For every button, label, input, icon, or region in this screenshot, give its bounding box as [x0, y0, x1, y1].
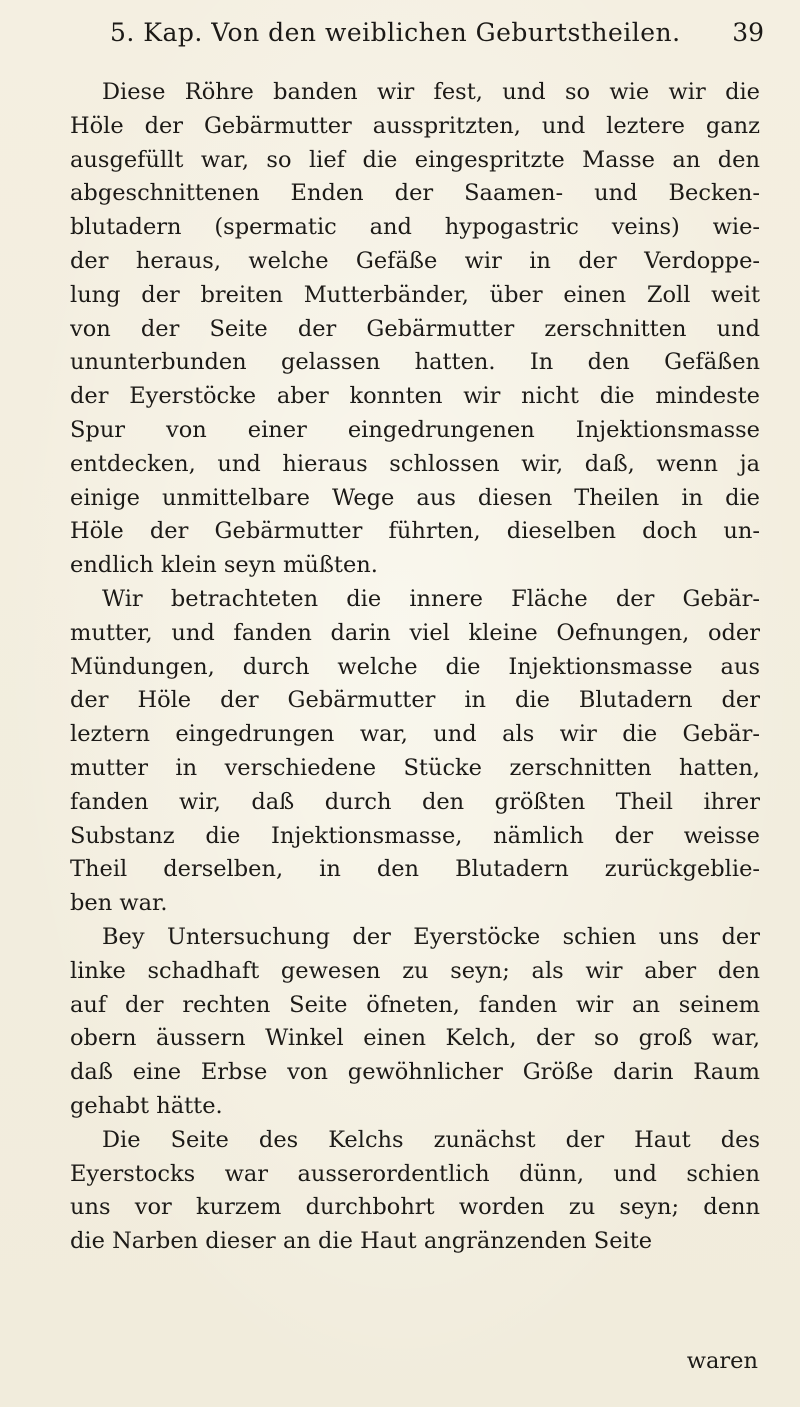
catchword: waren	[686, 1348, 758, 1374]
paragraph	[70, 1124, 760, 1259]
text-line: Diese Röhre banden wir fest, und so wie wir die	[102, 79, 760, 105]
paragraph	[70, 76, 760, 583]
text-line: der heraus, welche Gefäße wir in der Verdoppe-	[70, 247, 760, 274]
text-line: der Höle der Gebärmutter in die Blutadern der	[70, 687, 760, 714]
paragraph	[70, 921, 760, 1124]
text-line: blutadern (spermatic and hypogastric veins) wie-	[70, 214, 760, 241]
text-line: linke schadhaft gewesen zu seyn; als wir aber den	[70, 957, 760, 984]
text-line: ben war.	[70, 890, 168, 917]
text-line: gehabt hätte.	[70, 1092, 223, 1119]
text-line: Höle der Gebärmutter führten, dieselben doch un-	[70, 518, 760, 545]
text-line: ununterbunden gelassen hatten. In den Gefäßen	[70, 349, 760, 376]
text-line: auf der rechten Seite öfneten, fanden wir an seinem	[70, 991, 760, 1018]
text-line: mutter in verschiedene Stücke zerschnitten hatten,	[70, 754, 760, 781]
text-line: ausgefüllt war, so lief die eingespritzte Masse an den	[70, 146, 760, 173]
paragraph	[70, 583, 760, 921]
text-line: obern äussern Winkel einen Kelch, der so groß war,	[70, 1025, 760, 1052]
text-line: lung der breiten Mutterbänder, über einen Zoll weit	[70, 281, 760, 308]
text-line: daß eine Erbse von gewöhnlicher Größe darin Raum	[70, 1059, 760, 1086]
text-line: Mündungen, durch welche die Injektionsmasse aus	[70, 653, 760, 680]
page-number: 39	[732, 18, 764, 47]
running-header	[110, 14, 800, 54]
text-line: Spur von einer eingedrungenen Injektionsmasse	[70, 416, 760, 443]
text-line: die Narben dieser an die Haut angränzenden Seite	[70, 1228, 653, 1255]
text-line: abgeschnittenen Enden der Saamen- und Becken-	[70, 180, 760, 207]
running-title: 5. Kap. Von den weiblichen Geburtstheilen.	[110, 18, 681, 47]
text-line: leztern eingedrungen war, und als wir die Gebär-	[70, 721, 760, 748]
text-line: Die Seite des Kelchs zunächst der Haut des	[102, 1126, 760, 1153]
text-line: endlich klein seyn müßten.	[70, 552, 378, 579]
text-line: uns vor kurzem durchbohrt worden zu seyn; denn	[70, 1194, 760, 1221]
body-text	[70, 76, 760, 1259]
text-line: Wir betrachteten die innere Fläche der Gebär-	[102, 585, 760, 612]
text-line: Bey Untersuchung der Eyerstöcke schien uns der	[102, 923, 760, 950]
text-line: der Eyerstöcke aber konnten wir nicht die mindeste	[70, 383, 760, 410]
text-line: einige unmittelbare Wege aus diesen Theilen in die	[70, 484, 760, 511]
text-line: Eyerstocks war ausserordentlich dünn, und schien	[70, 1160, 760, 1187]
text-line: mutter, und fanden darin viel kleine Oefnungen, oder	[70, 619, 760, 646]
text-line: fanden wir, daß durch den größten Theil ihrer	[70, 788, 760, 815]
text-line: Substanz die Injektionsmasse, nämlich der weisse	[70, 822, 760, 849]
text-line: Theil derselben, in den Blutadern zurückgeblie-	[70, 856, 760, 883]
text-line: Höle der Gebärmutter ausspritzten, und leztere ganz	[70, 112, 760, 139]
text-line: von der Seite der Gebärmutter zerschnitten und	[70, 315, 760, 342]
text-line: entdecken, und hieraus schlossen wir, daß, wenn ja	[70, 450, 760, 477]
